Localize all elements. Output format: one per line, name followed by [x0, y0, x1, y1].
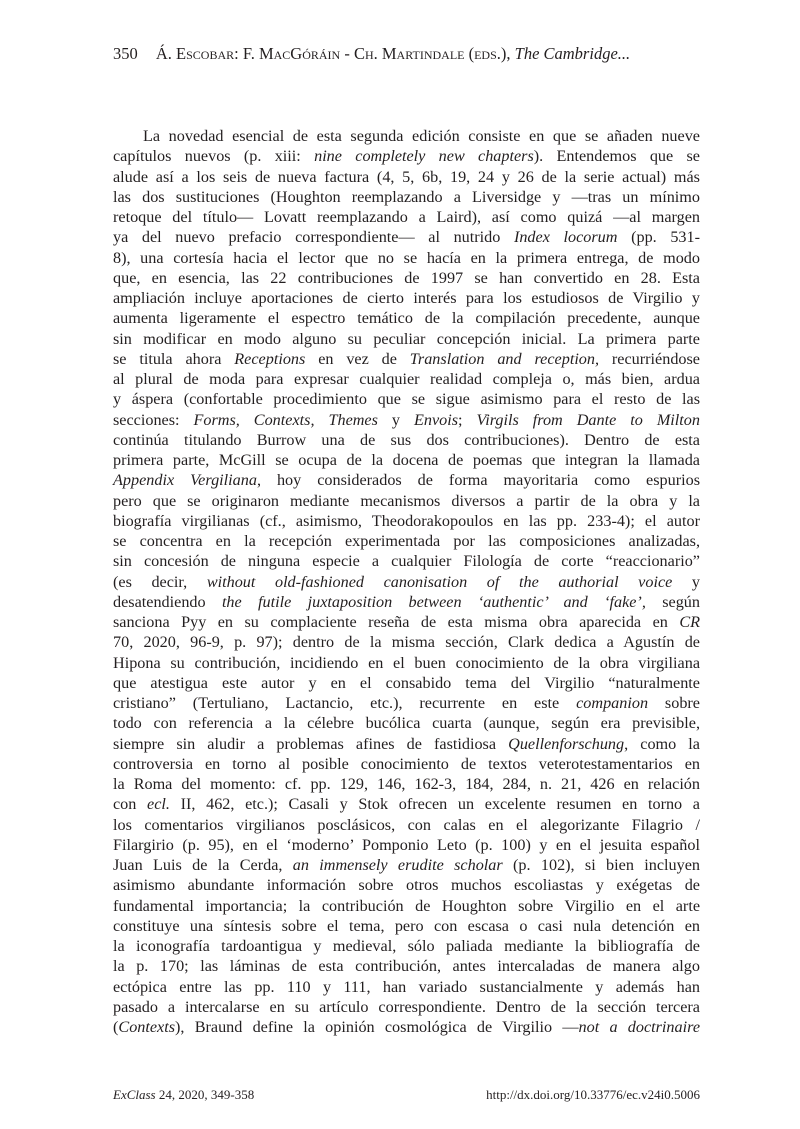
text-segment: se concentra en la recepción experimentada por las composiciones analizadas,: [113, 532, 700, 550]
text-segment: en vez de: [305, 349, 410, 368]
text-segment: que atestigua este autor y en el consabido tema del Virgilio “naturalmente: [113, 673, 700, 692]
italic-text: Index locorum: [513, 228, 618, 247]
text-segment: la p. 170; las láminas de esta contribución, antes intercaladas de manera algo: [113, 957, 700, 976]
text-segment: ectópica entre las pp. 110 y 111, han variado sustancialmente y además han: [113, 977, 700, 996]
text-line: [113, 916, 700, 936]
italic-text: Contexts: [118, 1018, 176, 1036]
header-authors: Á. Escobar: F. MacGóráin - Ch. Martindale (eds.),: [155, 44, 511, 63]
italic-text: Envois: [413, 410, 459, 429]
text-line: [113, 268, 700, 288]
text-line: [113, 207, 700, 227]
text-line: [113, 673, 700, 693]
text-line: [113, 369, 700, 389]
text-segment: primera parte, McGill se ocupa de la docena de poemas que integran la llamada: [113, 451, 700, 469]
text-line: [113, 875, 700, 895]
doi-link[interactable]: http://dx.doi.org/10.33776/ec.v24i0.5006: [486, 1087, 700, 1102]
text-segment: constituye una síntesis sobre el tema, pero con escasa o casi nula detención en: [113, 916, 700, 935]
text-line: [113, 470, 700, 490]
text-segment: biografía virgilianas (cf., asimismo, Theodorakopoulos en las pp. 233-4); el autor: [113, 511, 700, 530]
text-line: [113, 167, 700, 187]
italic-text: without old-fashioned canonisation of the authorial voice: [206, 572, 673, 591]
text-segment: asimismo abundante información sobre otros muchos escoliastas y exégetas de: [113, 876, 700, 895]
italic-text: Translation and reception,: [409, 349, 600, 368]
text-line: [113, 794, 700, 814]
text-segment: retoque del título— Lovatt reemplazando a Laird), así como quizá —al margen: [113, 208, 700, 226]
text-line: [113, 308, 700, 328]
text-segment: y: [672, 572, 701, 591]
text-segment: , hoy considerados de forma mayoritaria como espurios: [256, 471, 700, 490]
italic-text: nine completely new chapters: [314, 147, 534, 166]
text-line: [113, 410, 700, 430]
text-line: [113, 632, 700, 652]
text-line: [113, 956, 700, 976]
text-line: [113, 693, 700, 713]
page-number: 350: [113, 44, 138, 63]
text-line: [113, 551, 700, 571]
text-line: [113, 227, 700, 247]
italic-text: ecl.: [147, 795, 170, 814]
text-segment: (es decir,: [113, 572, 207, 591]
text-segment: alude así a los seis de nueva factura (4, 5, 6b, 19, 24 y 26 de la serie actual) más: [113, 167, 700, 186]
italic-text: Quellenforschung: [508, 734, 625, 753]
italic-text: Virgils from Dante to Milton: [476, 410, 700, 429]
text-segment: se titula ahora: [113, 349, 235, 368]
text-segment: ). Entendemos que se: [533, 147, 700, 166]
text-line: [113, 754, 700, 774]
text-segment: Juan Luis de la Cerda,: [113, 856, 293, 874]
text-segment: continúa titulando Burrow una de sus dos contribuciones). Dentro de esta: [113, 430, 700, 449]
text-line: [113, 389, 700, 409]
text-segment: según: [645, 592, 700, 611]
text-segment: al plural de moda para expresar cualquier realidad compleja o, más bien, ardua: [113, 370, 700, 388]
text-line: [113, 187, 700, 207]
text-line: [113, 896, 700, 916]
text-segment: ), Braund define la opinión cosmológica de Virgilio —: [175, 1018, 579, 1036]
text-segment: y: [377, 410, 414, 429]
italic-text: Receptions: [234, 349, 306, 368]
text-line: [113, 855, 700, 875]
text-segment: Filargirio (p. 95), en el ‘moderno’ Pomponio Leto (p. 100) y en el jesuita español: [113, 835, 700, 854]
journal-issue: 24, 2020, 349-358: [155, 1087, 255, 1102]
text-segment: 70, 2020, 96-9, p. 97); dentro de la misma sección, Clark dedica a Agustín de: [113, 633, 700, 652]
text-segment: sin concesión de ninguna especie a cualquier Filología de corte “reaccionario”: [113, 552, 700, 571]
text-line: [113, 511, 700, 531]
text-line: [113, 248, 700, 268]
text-segment: ya del nuevo prefacio correspondiente— al nutrido: [113, 228, 514, 247]
text-segment: capítulos nuevos (p. xiii:: [113, 147, 315, 166]
text-segment: la iconografía tardoantigua y medieval, sólo paliada mediante la bibliografía de: [113, 937, 700, 955]
text-segment: (p. 102), si bien incluyen: [502, 856, 700, 874]
text-segment: aumenta ligeramente el espectro temático de la compilación precedente, aunque: [113, 309, 700, 328]
text-segment: pero que se originaron mediante mecanismos diversos a partir de la obra y la: [113, 491, 700, 510]
text-segment: Hipona su contribución, incidiendo en el buen conocimiento de la obra virgiliana: [113, 653, 700, 672]
text-segment: sobre: [648, 694, 700, 712]
text-segment: la Roma del momento: cf. pp. 129, 146, 162-3, 184, 284, n. 21, 426 en relación: [113, 775, 700, 793]
text-line: [113, 713, 700, 733]
text-segment: los comentarios virgilianos posclásicos, con calas en el alegorizante Filagrio /: [113, 815, 700, 834]
text-line: [113, 572, 700, 592]
italic-text: Appendix Vergiliana: [113, 471, 257, 490]
text-segment: , como la: [624, 734, 700, 753]
text-segment: secciones:: [113, 410, 194, 429]
italic-text: an immensely erudite scholar: [292, 856, 503, 874]
text-segment: La novedad esencial de esta segunda edición consiste en que se añaden nueve: [143, 127, 700, 145]
text-line: [113, 653, 700, 673]
text-segment: siempre sin aludir a problemas afines de fastidiosa: [113, 734, 509, 753]
text-segment: ;: [458, 410, 477, 429]
text-segment: II, 462, etc.); Casali y Stok ofrecen un excelente resumen en torno a: [169, 795, 700, 814]
text-line: [113, 734, 700, 754]
text-segment: desatendiendo: [113, 592, 222, 611]
text-segment: fundamental importancia; la contribución de Houghton sobre Virgilio en el arte: [113, 896, 700, 915]
text-segment: las dos sustituciones (Houghton reemplazando a Liversidge y —tras un mínimo: [113, 187, 700, 206]
text-segment: controversia en torno al posible conocimiento de textos veterotestamentarios en: [113, 754, 700, 773]
text-line: [113, 977, 700, 997]
text-line: [113, 349, 700, 369]
journal-name: ExClass: [113, 1087, 156, 1102]
text-line: [113, 997, 700, 1017]
text-line: [113, 592, 700, 612]
header-title: The Cambridge...: [514, 44, 631, 63]
text-line: [113, 774, 700, 794]
text-line: [113, 1017, 700, 1037]
text-segment: (pp. 531-: [617, 228, 700, 247]
text-segment: recurriéndose: [599, 349, 700, 368]
text-line: [113, 288, 700, 308]
text-line: [113, 491, 700, 511]
running-header: [113, 44, 630, 64]
text-segment: pasado a intercalarse en su artículo correspondiente. Dentro de la sección tercera: [113, 997, 700, 1016]
body-text: [113, 126, 700, 1037]
text-line: [113, 815, 700, 835]
text-segment: cristiano” (Tertuliano, Lactancio, etc.), recurrente en este: [113, 694, 577, 712]
italic-text: companion: [576, 694, 649, 712]
text-line: [113, 430, 700, 450]
text-segment: con: [113, 795, 148, 814]
text-line: [113, 531, 700, 551]
footer-citation: [113, 1087, 254, 1103]
text-segment: todo con referencia a la célebre bucólica cuarta (aunque, según era previsible,: [113, 714, 700, 733]
italic-text: the futile juxtaposition between ‘authentic’ and ‘fake’,: [221, 592, 646, 611]
text-line: [113, 126, 700, 146]
text-line: [113, 450, 700, 470]
text-segment: sanciona Pyy en su complaciente reseña de esta misma obra aparecida en: [113, 613, 680, 631]
italic-text: CR: [679, 613, 700, 631]
text-line: [113, 612, 700, 632]
text-segment: y áspera (confortable procedimiento que se sigue asimismo para el resto de las: [113, 390, 700, 409]
italic-text: Forms, Contexts, Themes: [193, 410, 378, 429]
text-segment: que, en esencia, las 22 contribuciones de 1997 se han convertido en 28. Esta: [113, 268, 700, 287]
text-line: [113, 146, 700, 166]
text-segment: (: [113, 1018, 119, 1036]
text-segment: ampliación incluye aportaciones de cierto interés para los estudiosos de Virgilio y: [113, 289, 700, 307]
text-line: [113, 835, 700, 855]
page-footer: [113, 1087, 700, 1103]
text-line: [113, 936, 700, 956]
text-segment: 8), una cortesía hacia el lector que no se hacía en la primera entrega, de modo: [113, 248, 700, 267]
text-line: [113, 329, 700, 349]
italic-text: not a doctrinaire: [578, 1018, 700, 1036]
text-segment: sin modificar en modo alguno su peculiar concepción inicial. La primera parte: [113, 329, 700, 348]
